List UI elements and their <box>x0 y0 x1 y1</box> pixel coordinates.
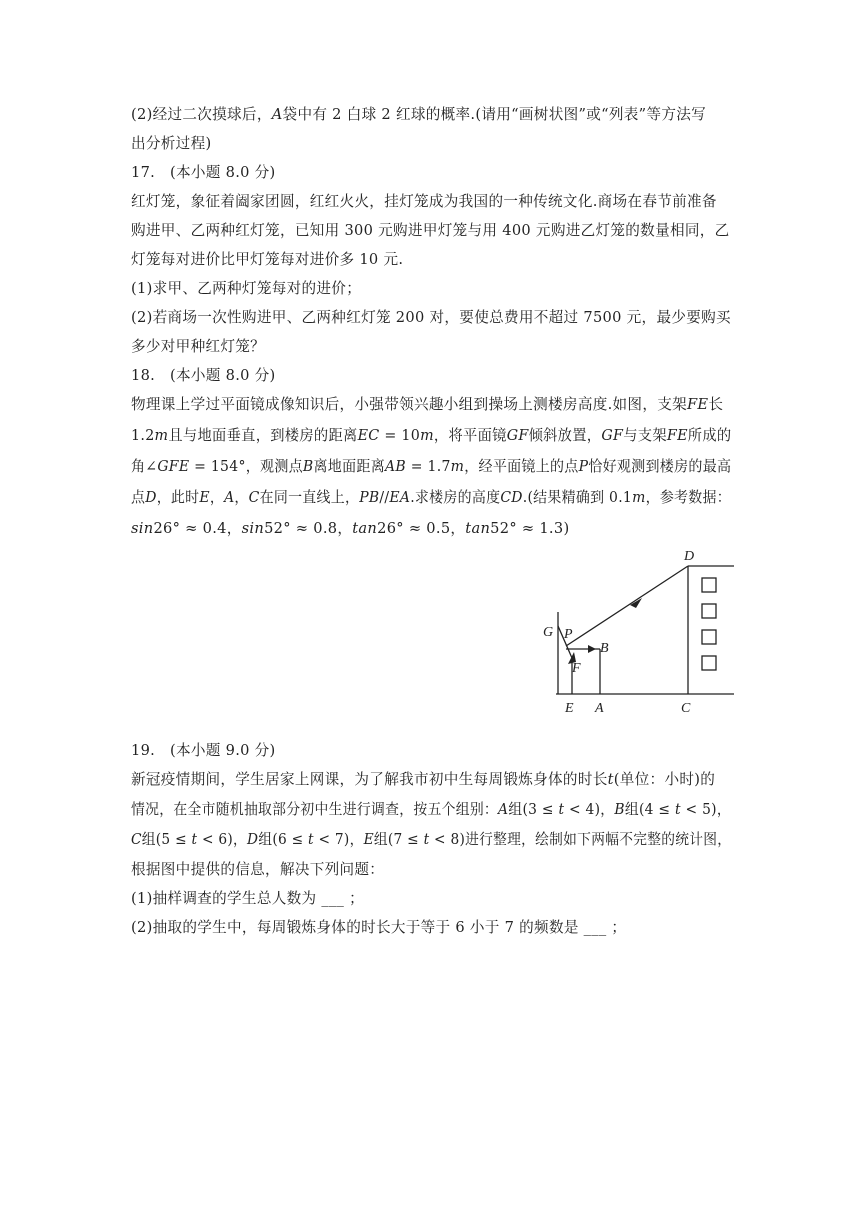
window-1 <box>702 578 716 592</box>
label-e: E <box>565 701 574 716</box>
q17-header: 17. (本小题 8.0 分) <box>131 164 276 181</box>
q17-part1: (1)求甲、乙两种灯笼每对的进价； <box>131 280 362 297</box>
label-d: D <box>684 549 695 564</box>
q17-text-line3: 灯笼每对进价比甲灯笼每对进价多 10 元. <box>131 251 404 268</box>
q17-part2-line1: (2)若商场一次性购进甲、乙两种红灯笼 200 对，要使总费用不超过 7500 元，最少要购买 <box>131 309 731 326</box>
q18-diagram <box>538 546 738 718</box>
q16-part2-line2: 出分析过程) <box>131 135 212 152</box>
q19-part1: (1)抽样调查的学生总人数为 ___ ； <box>131 890 364 907</box>
label-c: C <box>681 701 691 716</box>
q17-part2-line2: 多少对甲种红灯笼？ <box>131 338 266 355</box>
window-3 <box>702 630 716 644</box>
ray-dp <box>566 566 688 646</box>
q19-text-line2: 情况，在全市随机抽取部分初中生进行调查，按五个组别：𝐴组(3 ≤ 𝑡 < 4)，𝐵组(4 ≤ 𝑡 < 5)， <box>131 801 731 818</box>
q18-header: 18. (本小题 8.0 分) <box>131 367 276 384</box>
q18-text-line4: 点𝐷，此时𝐸，𝐴，𝐶在同一直线上，𝑃𝐵//𝐸𝐴.求楼房的高度𝐶𝐷.(结果精确到 0.1𝑚，参考数据： <box>131 489 731 506</box>
q17-text-line1: 红灯笼，象征着阖家团圆，红红火火，挂灯笼成为我国的一种传统文化.商场在春节前准备 <box>131 193 717 210</box>
label-b: B <box>600 641 609 656</box>
label-p: P <box>564 627 573 642</box>
q19-header: 19. (本小题 9.0 分) <box>131 742 276 759</box>
q18-text-line2: 1.2𝑚且与地面垂直，到楼房的距离𝐸𝐶 = 10𝑚，将平面镜𝐺𝐹倾斜放置，𝐺𝐹与支架𝐹𝐸所成的 <box>131 427 732 444</box>
label-f: F <box>572 661 581 676</box>
window-4 <box>702 656 716 670</box>
q17-text-line2: 购进甲、乙两种红灯笼，已知用 300 元购进甲灯笼与用 400 元购进乙灯笼的数量相同，乙 <box>131 222 730 239</box>
q19-part2: (2)抽取的学生中，每周锻炼身体的时长大于等于 6 小于 7 的频数是 ___ ； <box>131 919 627 936</box>
q18-text-line1: 物理课上学过平面镜成像知识后，小强带领兴趣小组到操场上测楼房高度.如图，支架𝐹𝐸长 <box>131 396 724 413</box>
q18-diagram-svg <box>538 546 738 718</box>
q19-text-line1: 新冠疫情期间，学生居家上网课，为了解我市初中生每周锻炼身体的时长𝑡(单位：小时)的 <box>131 771 716 788</box>
q16-part2-line1: (2)经过二次摸球后，𝐴袋中有 2 白球 2 红球的概率.(请用“画树状图”或“列表”等方法写 <box>131 106 707 123</box>
arrow-pb <box>588 645 596 653</box>
label-a: A <box>595 701 604 716</box>
q18-text-line5: 𝑠𝑖𝑛26° ≈ 0.4，𝑠𝑖𝑛52° ≈ 0.8，𝑡𝑎𝑛26° ≈ 0.5，𝑡𝑎𝑛52° ≈ 1.3) <box>131 520 570 537</box>
q19-text-line4: 根据图中提供的信息，解决下列问题： <box>131 861 385 878</box>
q18-text-line3: 角∠𝐺𝐹𝐸 = 154°，观测点𝐵离地面距离𝐴𝐵 = 1.7𝑚，经平面镜上的点𝑃恰好观测到楼房的最高 <box>131 458 732 475</box>
q19-text-line3: 𝐶组(5 ≤ 𝑡 < 6)，𝐷组(6 ≤ 𝑡 < 7)，𝐸组(7 ≤ 𝑡 < 8)进行整理，绘制如下两幅不完整的统计图， <box>131 831 732 848</box>
label-g: G <box>543 625 554 640</box>
window-2 <box>702 604 716 618</box>
